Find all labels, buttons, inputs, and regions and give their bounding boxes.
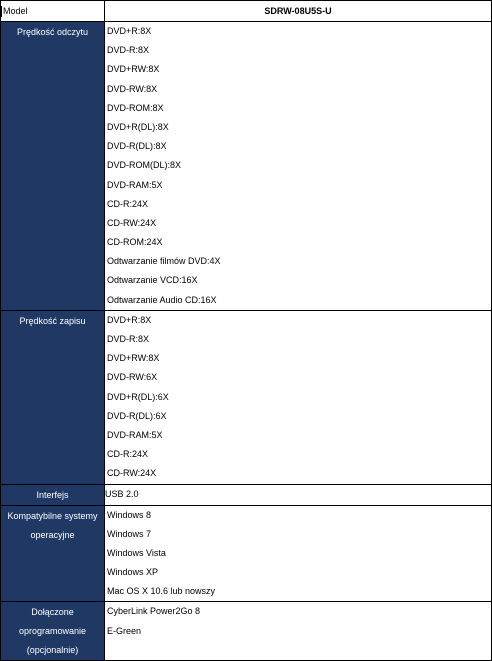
- read-speed-label-cell: [1, 22, 105, 311]
- list-item: Odtwarzanie VCD:16X: [107, 275, 198, 286]
- list-item: E-Green: [107, 625, 142, 636]
- list-item: Windows Vista: [107, 547, 166, 558]
- list-item: Windows XP: [107, 567, 159, 578]
- interface-label: Interfejs: [36, 489, 69, 500]
- list-item: DVD-RAM:5X: [107, 429, 163, 440]
- list-item: Odtwarzanie filmów DVD:4X: [107, 256, 221, 267]
- list-item: DVD-ROM(DL):8X: [107, 160, 182, 171]
- interface-value: USB 2.0: [105, 484, 492, 505]
- header-row: [1, 1, 492, 22]
- header-label-cell: [1, 1, 105, 22]
- list-item: DVD-R:8X: [107, 45, 150, 56]
- software-values-cell: [105, 602, 492, 661]
- model-value: SDRW-08U5S-U: [105, 1, 492, 22]
- list-item: DVD+RW:8X: [107, 353, 160, 364]
- list-item: DVD+R:8X: [107, 314, 152, 325]
- write-speed-list: [105, 311, 491, 484]
- os-list: [105, 506, 491, 602]
- list-item: DVD+RW:8X: [107, 64, 160, 75]
- os-label: Kompatybilne systemy operacyjne: [7, 510, 98, 540]
- write-speed-label-cell: [1, 310, 105, 484]
- list-item: DVD-ROM:8X: [107, 102, 164, 113]
- read-speed-label: Prędkość odczytu: [16, 27, 89, 37]
- list-item: Mac OS X 10.6 lub nowszy: [107, 586, 216, 597]
- spec-row-write-speed: [1, 310, 492, 484]
- spec-row-software: [1, 602, 492, 661]
- list-item: CD-R:24X: [107, 198, 149, 209]
- list-item: DVD+R(DL):8X: [107, 121, 169, 132]
- list-item: CD-RW:24X: [107, 468, 157, 479]
- list-item: DVD-R:8X: [107, 334, 150, 344]
- os-values-cell: [105, 505, 492, 602]
- list-item: Windows 8: [107, 509, 152, 520]
- list-item: Odtwarzanie Audio CD:16X: [107, 294, 217, 305]
- list-item: Windows 7: [107, 528, 152, 539]
- header-label: Model: [3, 6, 28, 16]
- spec-row-read-speed: [1, 22, 492, 311]
- list-item: DVD-RW:6X: [107, 372, 158, 383]
- write-speed-values-cell: [105, 310, 492, 484]
- interface-label-cell: [1, 484, 105, 505]
- write-speed-label: Prędkość zapisu: [19, 315, 86, 326]
- list-item: CD-RW:24X: [107, 217, 157, 228]
- list-item: DVD-RAM:5X: [107, 179, 163, 190]
- list-item: DVD+R:8X: [107, 26, 152, 36]
- list-item: DVD-R(DL):8X: [107, 141, 167, 152]
- software-list: [105, 602, 491, 640]
- read-speed-list: [105, 22, 491, 310]
- list-item: CyberLink Power2Go 8: [107, 606, 201, 617]
- list-item: DVD-R(DL):6X: [107, 410, 167, 421]
- list-item: DVD-RW:8X: [107, 83, 158, 94]
- list-item: CD-ROM:24X: [107, 237, 163, 248]
- read-speed-values-cell: [105, 22, 492, 311]
- list-item: CD-R:24X: [107, 449, 149, 460]
- text-cursor: [1, 6, 2, 17]
- list-item: DVD+R(DL):6X: [107, 391, 169, 402]
- spec-row-interface: [1, 484, 492, 505]
- os-label-cell: [1, 505, 105, 602]
- spec-row-os: [1, 505, 492, 602]
- software-label: Dołączone oprogramowanie (opcjonalnie): [18, 607, 87, 656]
- software-label-cell: [1, 602, 105, 661]
